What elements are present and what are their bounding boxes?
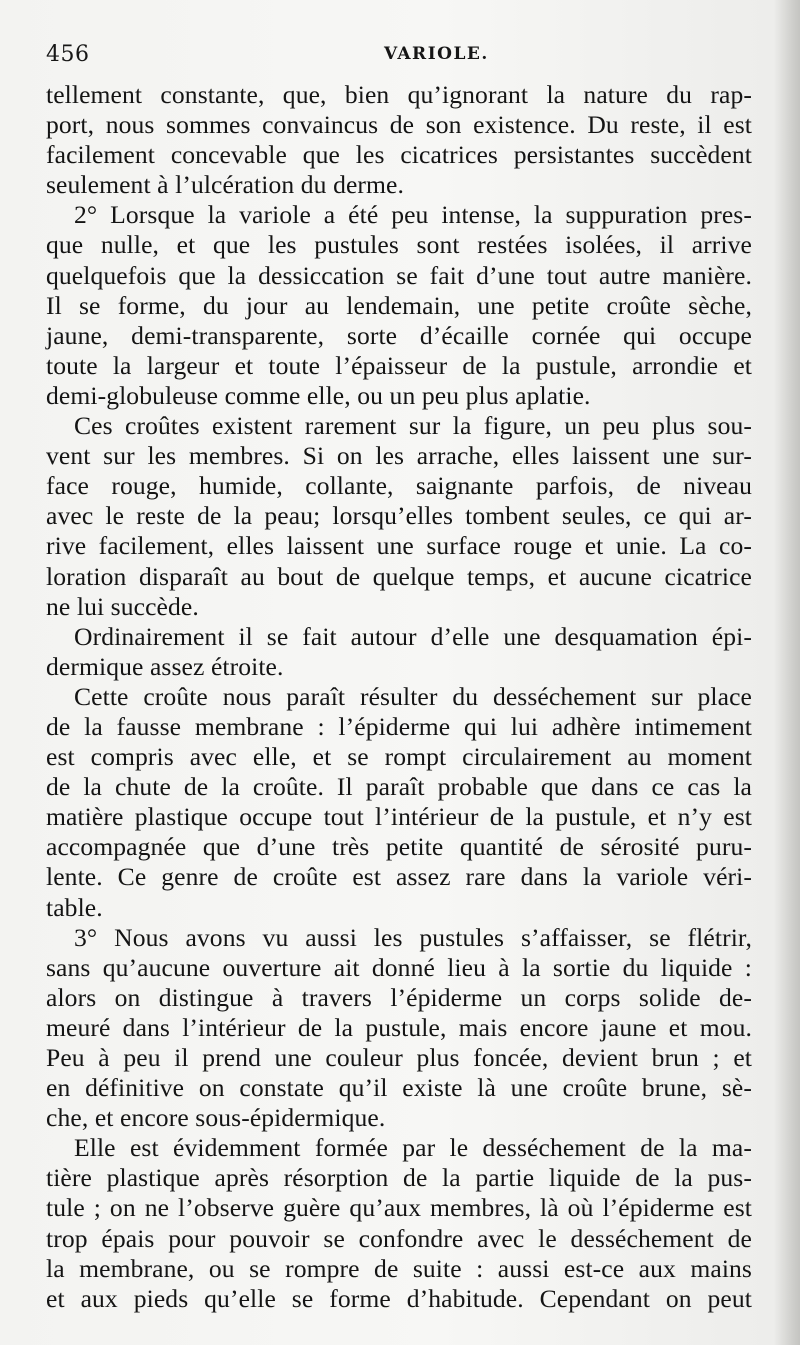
text-line: ne lui succède. (46, 591, 199, 621)
text-line: seulement à l’ulcération du derme. (46, 170, 405, 200)
text-line: de la fausse membrane : l’épiderme qui lui adhère intimement (46, 711, 752, 741)
text-line: Ordinairement il se fait autour d’elle une desquamation épi- (74, 621, 752, 651)
text-line: loration disparaît au bout de quelque temps, et aucune cicatrice (46, 561, 752, 591)
text-line: Il se forme, du jour au lendemain, une petite croûte sèche, (46, 290, 752, 320)
text-line: Ces croûtes existent rarement sur la figure, un peu plus sou- (74, 411, 752, 441)
text-line: et aux pieds qu’elle se forme d’habitude. Cependant on peut (46, 1283, 752, 1313)
text-line: facilement concevable que les cicatrices persistantes succèdent (46, 140, 752, 170)
text-line: avec le reste de la peau; lorsqu’elles tombent seules, ce qui ar- (46, 501, 752, 531)
text-line: rive facilement, elles laissent une surface rouge et unie. La co- (46, 531, 752, 561)
text-line: quelquefois que la dessiccation se fait d’une tout autre manière. (46, 260, 752, 290)
text-line: Peu à peu il prend une couleur plus foncée, devient brun ; et (46, 1043, 752, 1072)
text-line: Elle est évidemment formée par le desséchement de la ma- (74, 1133, 752, 1163)
text-line: en définitive on constate qu’il existe là une croûte brune, sè- (46, 1073, 752, 1103)
running-title: VARIOLE. (384, 44, 489, 64)
text-line: meuré dans l’intérieur de la pustule, mais encore jaune et mou. (46, 1012, 752, 1042)
page-edge-shadow (774, 0, 800, 1345)
text-line: face rouge, humide, collante, saignante parfois, de niveau (46, 471, 752, 501)
text-line: que nulle, et que les pustules sont restées isolées, il arrive (46, 230, 752, 260)
text-line: toute la largeur et toute l’épaisseur de la pustule, arrondie et (46, 350, 752, 380)
text-line: Cette croûte nous paraît résulter du desséchement sur place (74, 681, 752, 711)
text-line: tière plastique après résorption de la partie liquide de la pus- (46, 1163, 752, 1193)
text-line: est compris avec elle, et se rompt circulairement au moment (46, 742, 752, 772)
text-line: che, et encore sous-épidermique. (46, 1103, 386, 1133)
body-text (46, 80, 752, 1314)
text-line: matière plastique occupe tout l’intérieur de la pustule, et n’y est (46, 802, 752, 832)
page-number: 456 (46, 42, 90, 67)
text-line: demi-globuleuse comme elle, ou un peu plus aplatie. (46, 380, 591, 410)
text-line: jaune, demi-transparente, sorte d’écaille cornée qui occupe (46, 320, 752, 350)
page-header (46, 42, 752, 76)
text-line: la membrane, ou se rompre de suite : aussi est-ce aux mains (46, 1253, 752, 1283)
text-line: accompagnée que d’une très petite quantité de sérosité puru- (46, 832, 752, 862)
text-line: alors on distingue à travers l’épiderme un corps solide de- (46, 982, 752, 1012)
text-line: port, nous sommes convaincus de son existence. Du reste, il est (46, 110, 752, 140)
text-line: dermique assez étroite. (46, 651, 284, 681)
text-line: tule ; on ne l’observe guère qu’aux membres, là où l’épiderme est (46, 1193, 752, 1223)
text-line: vent sur les membres. Si on les arrache, elles laissent une sur- (46, 441, 752, 471)
text-line: tellement constante, que, bien qu’ignorant la nature du rap- (46, 80, 752, 109)
text-line: de la chute de la croûte. Il paraît probable que dans ce cas la (46, 772, 752, 802)
text-line: 2° Lorsque la variole a été peu intense, la suppuration pres- (74, 200, 752, 230)
text-line: 3° Nous avons vu aussi les pustules s’affaisser, se flétrir, (74, 922, 752, 952)
text-line: table. (46, 892, 103, 922)
text-line: lente. Ce genre de croûte est assez rare dans la variole véri- (46, 862, 752, 892)
text-line: trop épais pour pouvoir se confondre avec le desséchement de (46, 1223, 752, 1253)
text-line: sans qu’aucune ouverture ait donné lieu à la sortie du liquide : (46, 952, 752, 982)
